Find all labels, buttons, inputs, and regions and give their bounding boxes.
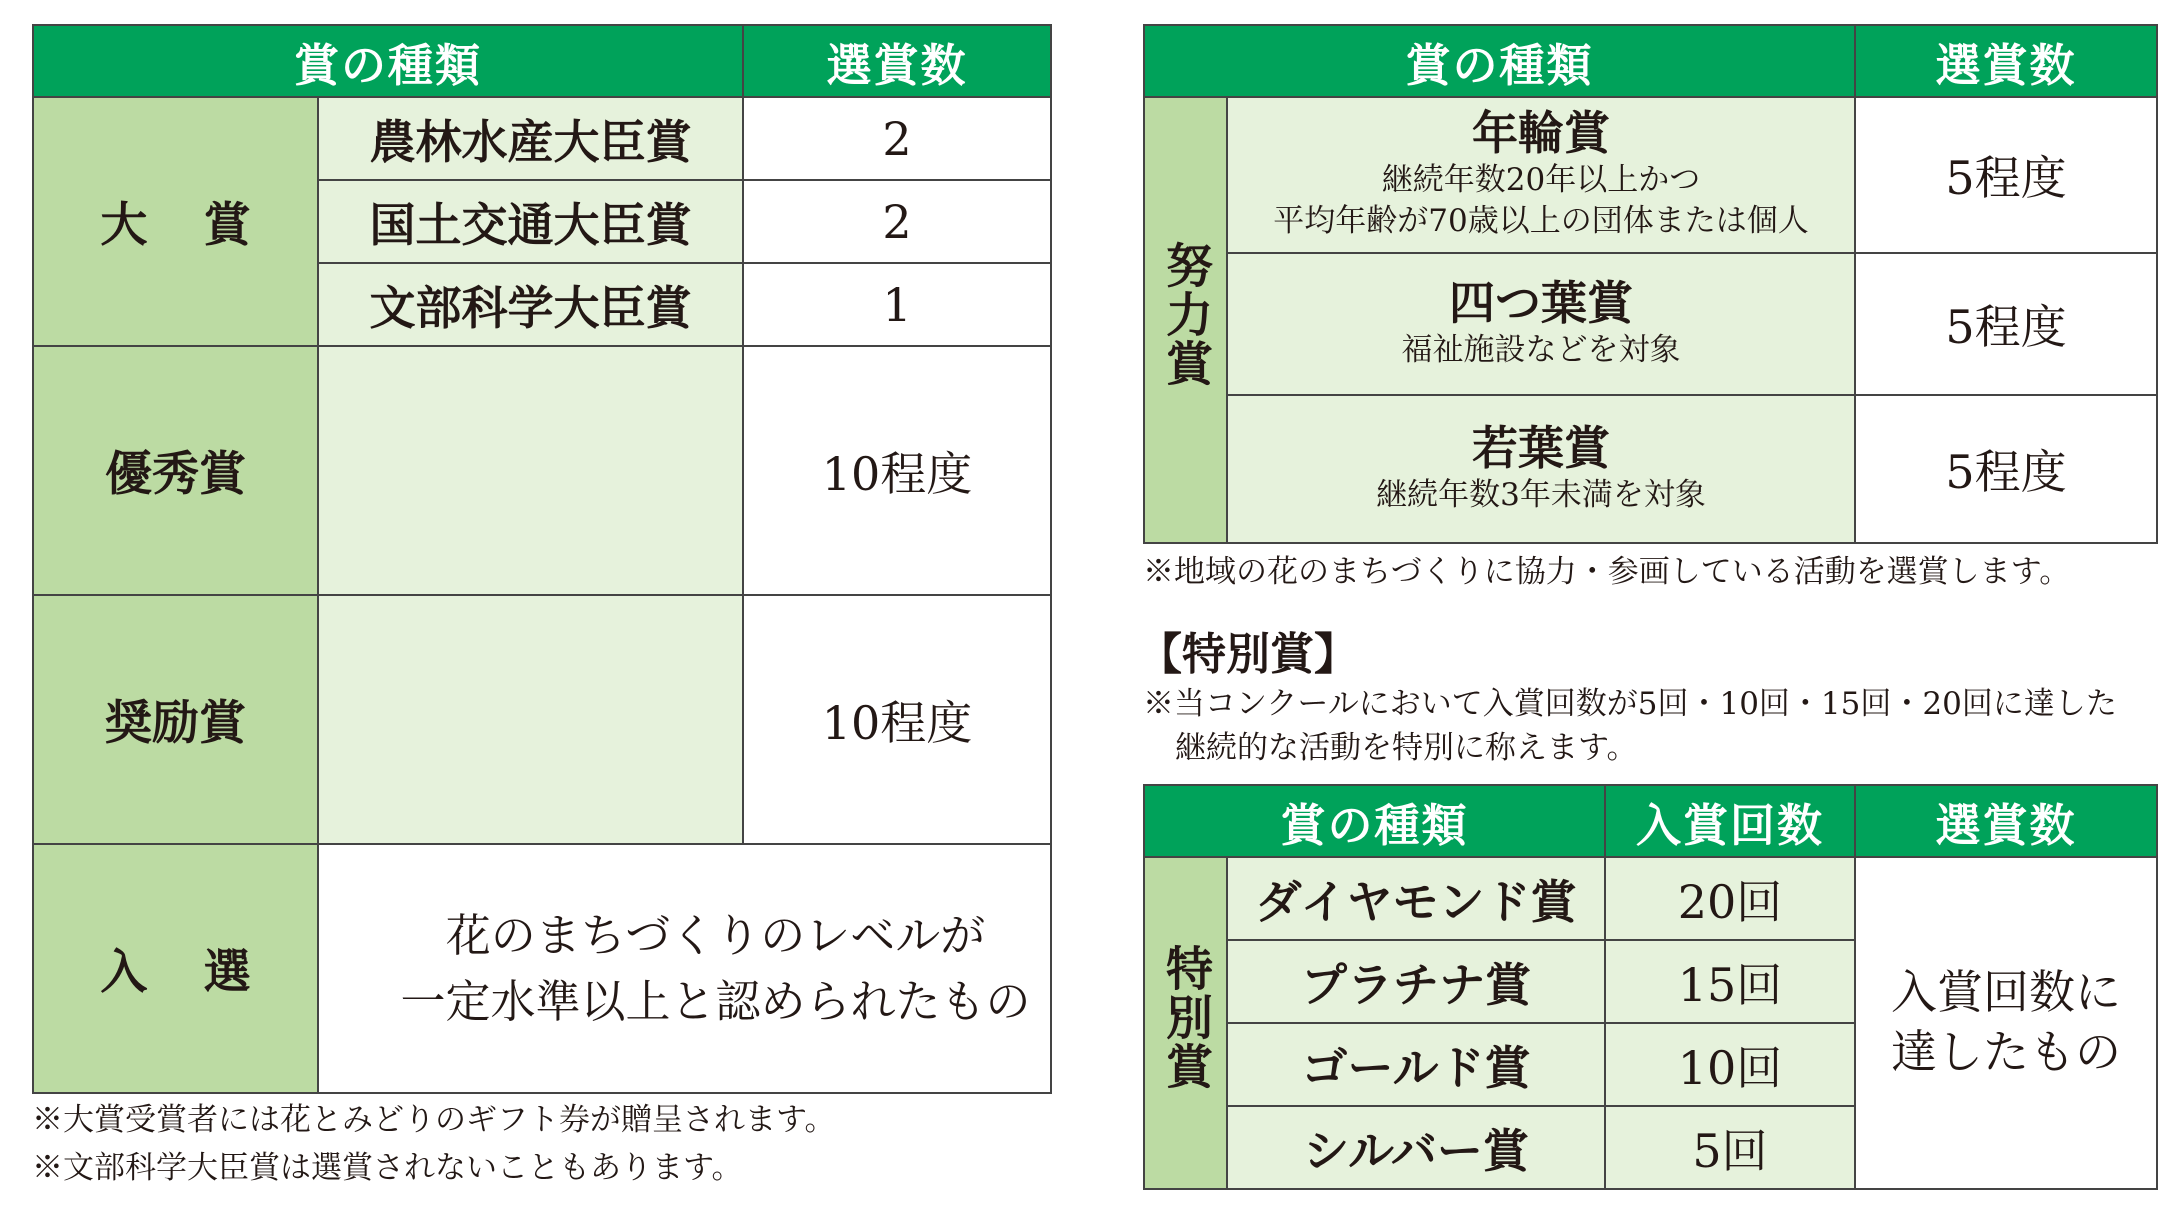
header-award-type: 賞の種類 bbox=[33, 25, 743, 97]
special-category-label: 特別賞 bbox=[1144, 857, 1227, 1189]
special-awards-table bbox=[1143, 784, 2158, 1190]
award-description: 福祉施設などを対象 bbox=[1401, 331, 1681, 368]
special-award-name: ゴールド賞 bbox=[1227, 1023, 1605, 1106]
grand-prize-item-name: 農林水産大臣賞 bbox=[318, 97, 743, 180]
encouragement-blank-cell bbox=[318, 595, 743, 844]
special-award-times: 10回 bbox=[1605, 1023, 1855, 1106]
header-win-times: 入賞回数 bbox=[1605, 785, 1855, 857]
selection-description bbox=[318, 844, 1051, 1093]
special-award-times: 5回 bbox=[1605, 1106, 1855, 1189]
excellence-blank-cell bbox=[318, 346, 743, 595]
effort-award-count: 5程度 bbox=[1855, 97, 2157, 253]
selection-label: 入 選 bbox=[33, 844, 318, 1093]
award-description: 継続年数3年未満を対象 bbox=[1376, 476, 1706, 513]
effort-awards-table bbox=[1143, 24, 2158, 544]
left-note: ※大賞受賞者には花とみどりのギフト券が贈呈されます。 bbox=[32, 1102, 836, 1138]
effort-award-count: 5程度 bbox=[1855, 395, 2157, 543]
selection-description-line: 一定水準以上と認められたもの bbox=[400, 974, 1031, 1028]
special-award-name: ダイヤモンド賞 bbox=[1227, 857, 1605, 940]
award-name: 年輪賞 bbox=[1472, 105, 1610, 160]
special-award-name: プラチナ賞 bbox=[1227, 940, 1605, 1023]
header-award-type: 賞の種類 bbox=[1144, 785, 1605, 857]
header-award-type: 賞の種類 bbox=[1144, 25, 1855, 97]
header-award-count: 選賞数 bbox=[1855, 25, 2157, 97]
excellence-count: 10程度 bbox=[743, 346, 1051, 595]
special-award-times: 15回 bbox=[1605, 940, 1855, 1023]
effort-note: ※地域の花のまちづくりに協力・参画している活動を選賞します。 bbox=[1143, 554, 2071, 590]
grand-prize-item-count: 2 bbox=[743, 180, 1051, 263]
special-award-times: 20回 bbox=[1605, 857, 1855, 940]
award-description: 継続年数20年以上かつ bbox=[1381, 161, 1701, 198]
effort-award-yotsuba bbox=[1227, 253, 1855, 395]
special-award-count bbox=[1855, 857, 2157, 1189]
effort-award-wakaba bbox=[1227, 395, 1855, 543]
award-name: 四つ葉賞 bbox=[1449, 275, 1633, 330]
grand-prize-item-count: 2 bbox=[743, 97, 1051, 180]
grand-prize-item-name: 文部科学大臣賞 bbox=[318, 263, 743, 346]
special-note: 継続的な活動を特別に称えます。 bbox=[1175, 730, 1638, 766]
grand-prize-label: 大 賞 bbox=[33, 97, 318, 346]
grand-prize-item-count: 1 bbox=[743, 263, 1051, 346]
special-award-heading: 【特別賞】 bbox=[1138, 629, 1358, 680]
left-note: ※文部科学大臣賞は選賞されないこともあります。 bbox=[32, 1150, 743, 1186]
encouragement-label: 奨励賞 bbox=[33, 595, 318, 844]
effort-award-count: 5程度 bbox=[1855, 253, 2157, 395]
header-award-count: 選賞数 bbox=[1855, 785, 2157, 857]
header-award-count: 選賞数 bbox=[743, 25, 1051, 97]
special-count-line: 入賞回数に bbox=[1891, 965, 2122, 1020]
special-award-name: シルバー賞 bbox=[1227, 1106, 1605, 1189]
encouragement-count: 10程度 bbox=[743, 595, 1051, 844]
excellence-label: 優秀賞 bbox=[33, 346, 318, 595]
selection-description-line: 花のまちづくりのレベルが bbox=[445, 909, 986, 963]
award-description: 平均年齢が70歳以上の団体または個人 bbox=[1273, 203, 1809, 240]
grand-prize-item-name: 国土交通大臣賞 bbox=[318, 180, 743, 263]
special-note: ※当コンクールにおいて入賞回数が5回・10回・15回・20回に達した bbox=[1143, 686, 2117, 722]
award-name: 若葉賞 bbox=[1472, 420, 1610, 475]
effort-award-nenrin bbox=[1227, 97, 1855, 253]
special-count-line: 達したもの bbox=[1891, 1025, 2122, 1079]
main-awards-table bbox=[32, 24, 1052, 1094]
effort-category-label: 努力賞 bbox=[1144, 97, 1227, 543]
